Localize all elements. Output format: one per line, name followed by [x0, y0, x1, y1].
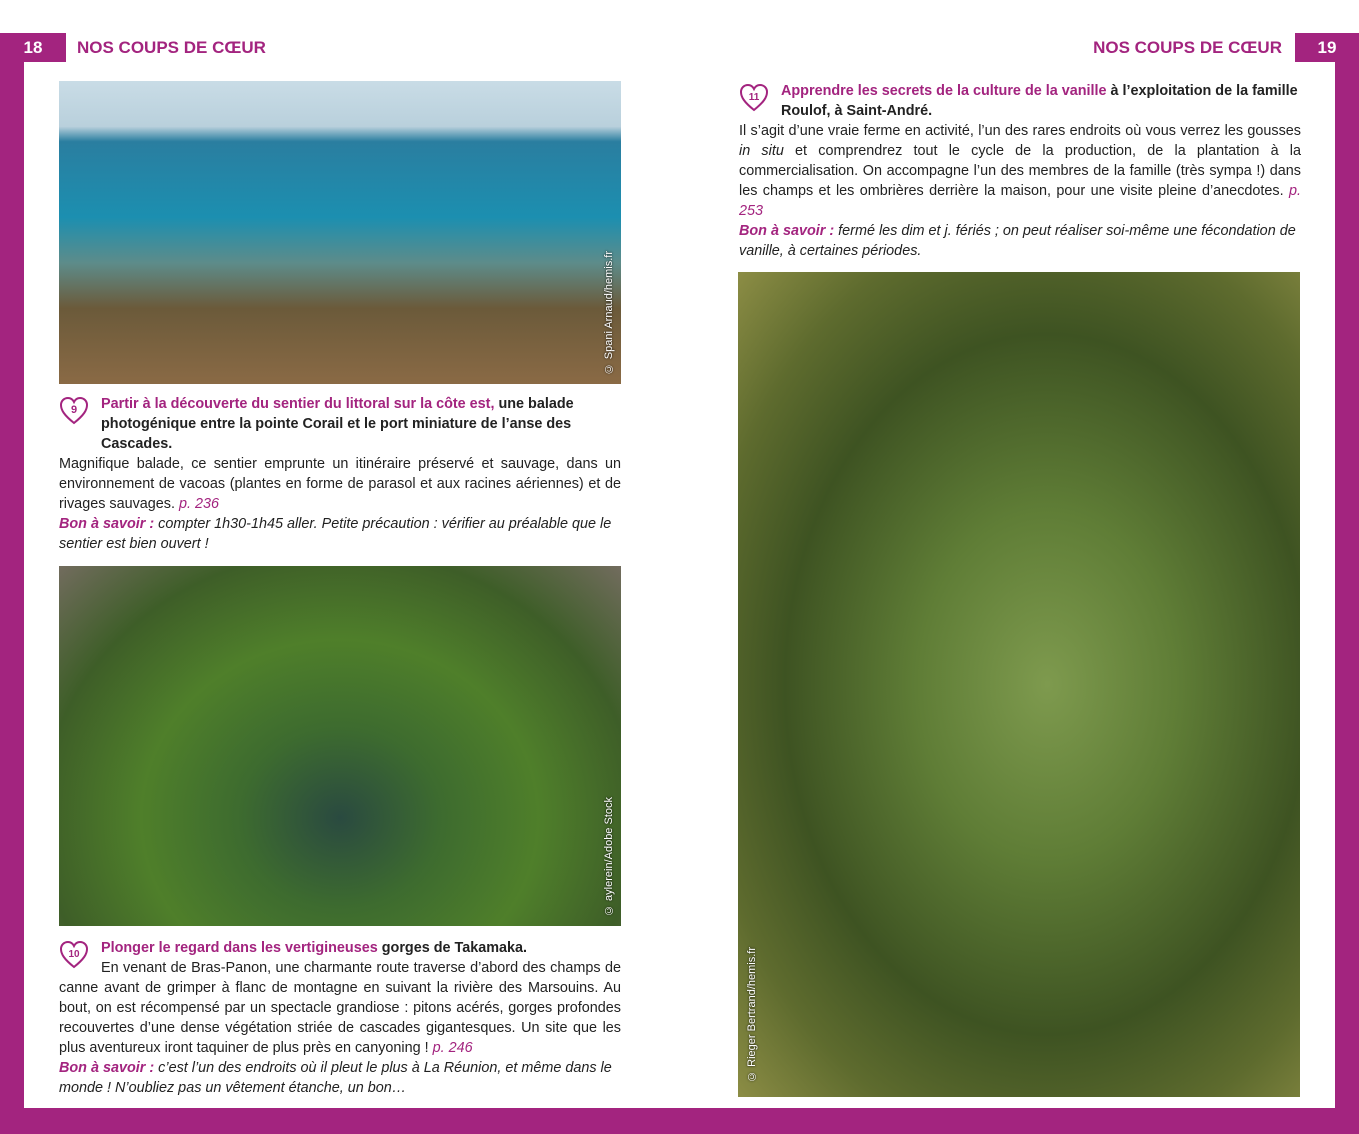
entry-body-italic: in situ — [739, 143, 784, 159]
entry-title-rest: une balade photogénique entre la pointe Corail et le port miniature de l’anse des Cascades. — [101, 396, 574, 452]
entry-title-highlight: Apprendre les secrets de la culture de la vanille — [781, 83, 1107, 99]
entry-9 — [59, 394, 621, 554]
page-border-right — [1335, 33, 1359, 1134]
photo-credit: © Rieger Bertrand/hemis.fr — [746, 947, 758, 1082]
entry-title-rest: à l’exploitation de la famille Roulof, à Saint-André. — [781, 83, 1298, 119]
entry-body: En venant de Bras-Panon, une charmante route traverse d’abord des champs de canne avant de grimper à flanc de montagne en suivant la rivière des Marsouins. Au bout, on est récompensé par un spectacle grandiose : pitons acérés, gorges profondes recouvertes d’une dense végétation striée de cascades gigantesques. Un site que les plus aventureux iront taquiner de plus près en canyoning ! — [59, 960, 621, 1056]
heart-number-icon — [739, 83, 769, 113]
photo-coastal-trail — [59, 81, 621, 384]
section-title-right: NOS COUPS DE CŒUR — [1093, 38, 1282, 57]
page-reference[interactable]: p. 253 — [739, 183, 1301, 219]
entry-title-rest: gorges de Takamaka. — [377, 940, 528, 956]
entry-title-highlight: Plonger le regard dans les vertigineuses — [101, 940, 378, 956]
svg-text:9: 9 — [70, 404, 78, 416]
tip-label: Bon à savoir : — [739, 223, 835, 239]
tip-label: Bon à savoir : — [59, 1060, 155, 1076]
page-reference[interactable]: p. 246 — [432, 1040, 473, 1056]
photo-credit: © aylerein/Adobe Stock — [603, 796, 615, 916]
page-reference[interactable]: p. 236 — [179, 496, 220, 512]
entry-body: Il s’agit d’une vraie ferme en activité, l’un des rares endroits où vous verrez les gousses — [739, 123, 1301, 139]
heart-number-icon — [59, 396, 89, 426]
entry-10 — [59, 938, 621, 1098]
entry-body: Magnifique balade, ce sentier emprunte un itinéraire préservé et sauvage, dans un environnement de vacoas (plantes en forme de parasol et aux racines aériennes) et de rivages sauvages. — [59, 456, 621, 512]
photo-credit: © Spani Arnaud/hemis.fr — [603, 250, 615, 374]
tip-text: compter 1h30-1h45 aller. Petite précaution : vérifier au préalable que le sentier est bien ouvert ! — [59, 516, 612, 552]
page-border-bottom — [0, 1108, 1359, 1134]
svg-text:11: 11 — [748, 92, 760, 103]
heart-number-icon — [59, 940, 89, 970]
page-border-left — [0, 33, 24, 1134]
svg-text:10: 10 — [68, 949, 80, 960]
entry-11 — [739, 81, 1301, 261]
tip-text: fermé les dim et j. fériés ; on peut réaliser soi-même une fécondation de vanille, à certaines périodes. — [739, 223, 1296, 259]
entry-body: et comprendrez tout le cycle de la production, de la plantation à la commercialisation. On accompagne l’un des membres de la famille (très sympa !) dans les champs et les ombrières derrière la maison, pour une visite pleine d’anecdotes. — [739, 143, 1301, 199]
photo-vanilla-pods — [738, 272, 1300, 1097]
page-number-left: 18 — [0, 33, 66, 62]
entry-title-highlight: Partir à la découverte du sentier du littoral sur la côte est, — [101, 396, 495, 412]
photo-takamaka-gorges — [59, 566, 621, 926]
section-title-left: NOS COUPS DE CŒUR — [77, 38, 266, 57]
page-number-right: 19 — [1295, 33, 1359, 62]
tip-label: Bon à savoir : — [59, 516, 155, 532]
tip-text: c’est l’un des endroits où il pleut le plus à La Réunion, et même dans le monde ! N’oubliez pas un vêtement étanche, un bon… — [59, 1060, 612, 1096]
